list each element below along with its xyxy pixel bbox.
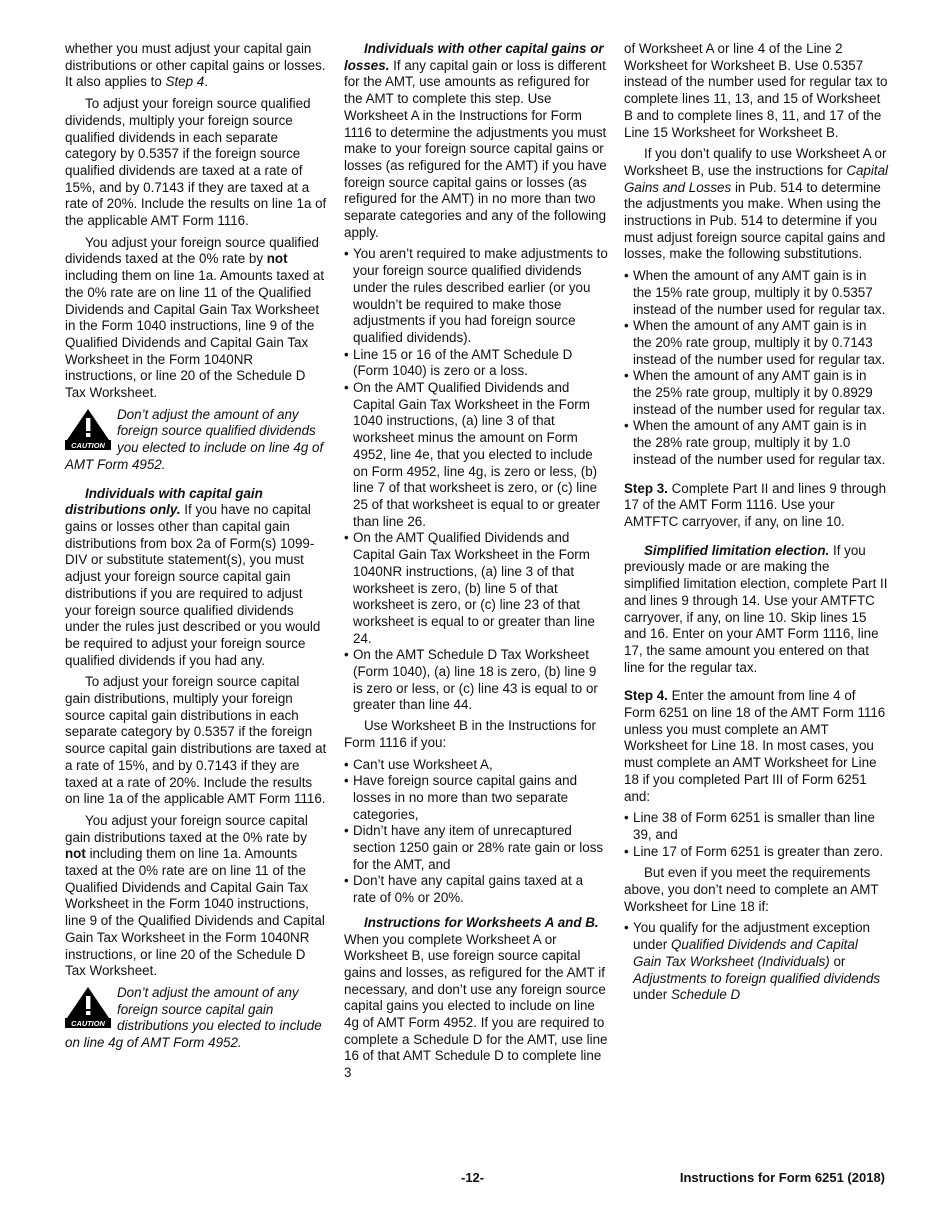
paragraph: Step 4. Enter the amount from line 4 of Form 6251 on line 18 of the AMT Form 1116 unless you must complete an AMT Worksheet for Line 18. In most cases, you must complete an AMT Worksheet for Line 18 if you completed Part III of Form 6251 and: xyxy=(624,688,886,804)
paragraph: To adjust your foreign source capital gain distributions, multiply your foreign source capital gain distributions in each separate category by 0.5357 if the foreign source capital gain distributions are taxed at a rate of 15%, and by 0.7143 if they are taxed at a rate of 20%. Include the results on line 1a of the applicable AMT Form 1116. xyxy=(65,674,327,807)
bullet-item: • Line 17 of Form 6251 is greater than zero. xyxy=(624,844,888,861)
page-footer xyxy=(65,1170,885,1190)
bullet-item: • When the amount of any AMT gain is in the 25% rate group, multiply it by 0.8929 instead of the number used for regular tax. xyxy=(624,368,888,418)
bullet-item: • On the AMT Qualified Dividends and Capital Gain Tax Worksheet in the Form 1040 instructions, (a) line 3 of that worksheet minus the amount on Form 4952, line 4e, that you elected to include on Form 4952, line 4g, is zero or less, (b) line 7 of that worksheet is zero, or (c) line 25 of that worksheet is equal to or greater than line 26. xyxy=(344,380,608,530)
caution-text: Don’t adjust the amount of any foreign source capital gain distributions you elected to include on line 4g of AMT Form 4952. xyxy=(65,984,322,1051)
bullet-item: • You aren’t required to make adjustments to your foreign source qualified dividends under the rules described earlier (or you wouldn’t be required to make those adjustments if you had foreign source qualified dividends). xyxy=(344,246,608,346)
bullet-item: • When the amount of any AMT gain is in the 28% rate group, multiply it by 1.0 instead of the number used for regular tax. xyxy=(624,418,888,468)
column-right xyxy=(624,41,888,1004)
section-heading: Simplified limitation election. xyxy=(644,542,830,558)
bullet-item: • Have foreign source capital gains and losses in no more than two separate categories, xyxy=(344,773,608,823)
bullet-item: • You qualify for the adjustment exception under Qualified Dividends and Capital Gain Tax Worksheet (Individuals) or Adjustments to foreign qualified dividends under Schedule D xyxy=(624,920,888,1004)
paragraph: You adjust your foreign source qualified dividends taxed at the 0% rate by not including them on line 1a. Amounts taxed at the 0% rate are on line 11 of the Qualified Dividends and Capital Gain Tax Worksheet in the Form 1040 instructions, line 9 of the Qualified Dividends and Capital Gain Tax Worksheet in the Form 1040NR instructions, or line 20 of the Schedule D Tax Worksheet. xyxy=(65,234,325,401)
paragraph: of Worksheet A or line 4 of the Line 2 Worksheet for Worksheet B. Use 0.5357 instead of the number used for regular tax to complete lines 11, 13, and 15 of Worksheet B and to complete lines 8, 11, and 17 of the Line 15 Worksheet for Worksheet B. xyxy=(624,41,888,140)
paragraph: Instructions for Worksheets A and B. When you complete Worksheet A or Worksheet B, use foreign source capital gains and losses, as refigured for the AMT if necessary, and don’t use any foreign source capital gains you elected to include on line 4g of AMT Form 4952. If you are required to complete a Schedule D for the AMT, use line 16 of that AMT Schedule D to complete line 3 xyxy=(344,914,608,1081)
step-label: Step 3. xyxy=(624,480,668,496)
paragraph: To adjust your foreign source qualified dividends, multiply your foreign source qualified dividends in each separate category by 0.5357 if the foreign source qualified dividends are taxed at a rate of 15%, and by 0.7143 if they are taxed at a rate of 20%. Include the results on line 1a of the applicable AMT Form 1116. xyxy=(65,96,327,229)
bullet-item: • Didn’t have any item of unrecaptured section 1250 gain or 28% rate gain or loss for the AMT, and xyxy=(344,823,608,873)
bullet-item: • Can’t use Worksheet A, xyxy=(344,757,608,774)
section-heading: Instructions for Worksheets A and B. xyxy=(364,914,599,930)
bullet-item: • Line 38 of Form 6251 is smaller than line 39, and xyxy=(624,810,888,843)
svg-text:CAUTION: CAUTION xyxy=(71,440,105,450)
column-middle xyxy=(344,41,608,1087)
svg-text:CAUTION: CAUTION xyxy=(71,1018,105,1028)
caution-note xyxy=(65,985,327,1052)
caution-text: Don’t adjust the amount of any foreign source qualified dividends you elected to include on line 4g of AMT Form 4952. xyxy=(65,406,324,472)
paragraph: Step 3. Complete Part II and lines 9 through 17 of the AMT Form 1116. Use your AMTFTC carryover, if any, on line 10. xyxy=(624,480,887,529)
bullet-item: • When the amount of any AMT gain is in the 15% rate group, multiply it by 0.5357 instead of the number used for regular tax. xyxy=(624,268,888,318)
section-heading: Individuals with capital gain distributions only. xyxy=(65,485,263,518)
caution-icon xyxy=(65,408,111,450)
paragraph: Individuals with capital gain distributions only. If you have no capital gains or losses other than capital gain distributions from box 2a of Form(s) 1099-DIV or substitute statement(s), you must adjust your foreign source capital gain distributions if you are required to adjust your foreign source qualified dividends under the rules just described or you would be required to adjust your foreign source qualified dividends if you had any. xyxy=(65,485,321,668)
bullet-item: • Don’t have any capital gains taxed at a rate of 0% or 20%. xyxy=(344,873,608,906)
paragraph: Individuals with other capital gains or losses. If any capital gain or loss is different for the AMT, use amounts as refigured for the AMT to complete this step. Use Worksheet A in the Instructions for Form 1116 to determine the adjustments you must make to your foreign source capital gains or losses (as refigured for the AMT) if you have foreign source capital gains or losses (as refigured for the AMT) in no more than two separate categories and any of the following apply. xyxy=(344,41,607,240)
bullet-item: • Line 15 or 16 of the AMT Schedule D (Form 1040) is zero or a loss. xyxy=(344,347,608,380)
bullet-item: • On the AMT Qualified Dividends and Capital Gain Tax Worksheet in the Form 1040NR instructions, (a) line 3 of that worksheet is zero, (b) line 5 of that worksheet is zero, or (c) line 23 of that worksheet is equal to or greater than line 24. xyxy=(344,530,608,647)
section-heading: Individuals with other capital gains or losses. xyxy=(344,41,604,73)
document-title: Instructions for Form 6251 (2018) xyxy=(679,1170,885,1185)
paragraph: Use Worksheet B in the Instructions for Form 1116 if you: xyxy=(344,718,596,750)
step-label: Step 4. xyxy=(624,688,668,704)
paragraph: You adjust your foreign source capital gain distributions taxed at the 0% rate by not including them on line 1a. Amounts taxed at the 0% rate are on line 11 of the Qualified Dividends and Capital Gain Tax Worksheet in the Form 1040 instructions, line 9 of the Qualified Dividends and Capital Gain Tax Worksheet in the Form 1040NR instructions, or line 20 of the Schedule D Tax Worksheet. xyxy=(65,812,325,979)
column-left xyxy=(65,41,327,1058)
paragraph: Simplified limitation election. If you previously made or are making the simplified limitation election, complete Part II and lines 9 through 14. Use your AMTFTC carryover, if any, on line 10. Skip lines 15 and 16. Enter on your AMT Form 1116, line 17, the same amount you entered on that line for the regular tax. xyxy=(624,542,888,675)
bullet-item: • When the amount of any AMT gain is in the 20% rate group, multiply it by 0.7143 instead of the number used for regular tax. xyxy=(624,318,888,368)
caution-note xyxy=(65,407,327,474)
paragraph: If you don’t qualify to use Worksheet A or Worksheet B, use the instructions for Capital Gains and Losses in Pub. 514 to determine the adjustments you make. When using the instructions in Pub. 514 to determine if you must adjust foreign source capital gains and losses, make the following substitutions. xyxy=(624,146,888,262)
bullet-item: • On the AMT Schedule D Tax Worksheet (Form 1040), (a) line 18 is zero, (b) line 9 is zero or less, or (c) line 43 is equal to or greater than line 44. xyxy=(344,647,608,714)
caution-icon xyxy=(65,986,111,1028)
paragraph: whether you must adjust your capital gain distributions or other capital gains or losses. It also applies to Step 4. xyxy=(65,41,326,90)
page-number: -12- xyxy=(461,1170,485,1185)
paragraph: But even if you meet the requirements above, you don’t need to complete an AMT Worksheet for Line 18 if: xyxy=(624,865,879,914)
